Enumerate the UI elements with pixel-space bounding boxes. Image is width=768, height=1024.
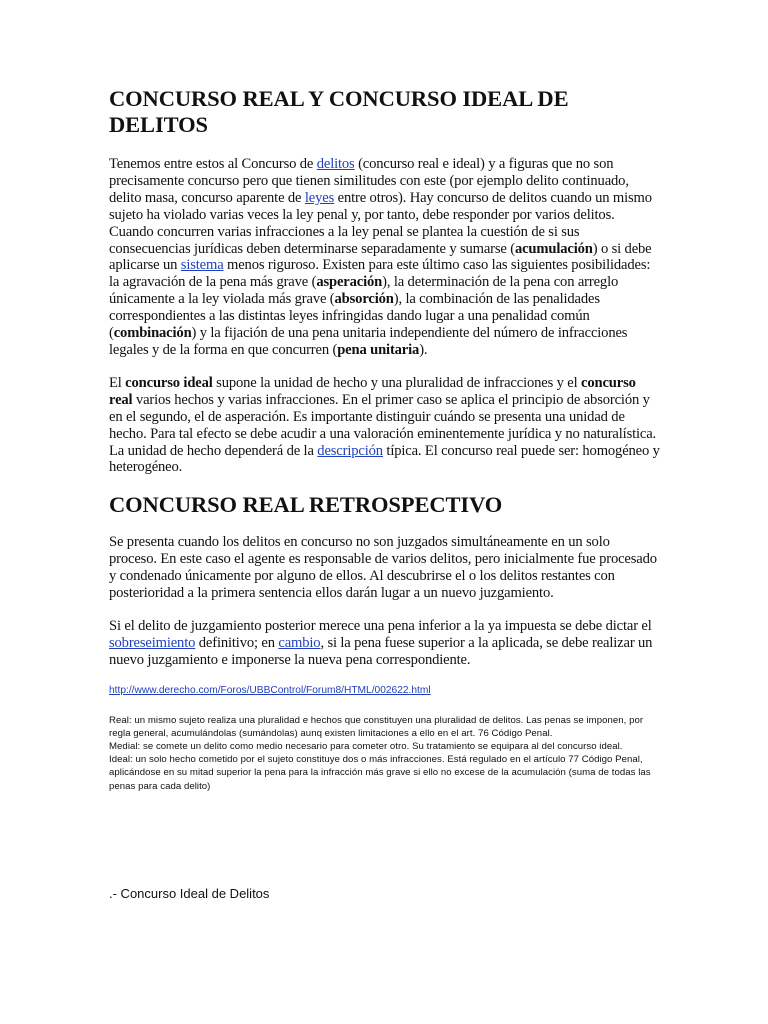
paragraph-intro	[109, 156, 660, 359]
link-descripcion[interactable]: descripción	[317, 442, 383, 459]
note-real: Real: un mismo sujeto realiza una pluralidad e hechos que constituyen una pluralidad de delitos. Las penas se imponen, por regla general, acumulándolas (sumándolas) aunq existen limitaciones a ello en el art. 76 Código Penal.	[109, 714, 644, 739]
bold-concurso-ideal: concurso ideal	[125, 374, 213, 391]
paragraph-concurso-ideal	[109, 375, 660, 476]
footer-section-title: .- Concurso Ideal de Delitos	[109, 886, 270, 901]
heading-concurso-real-ideal: CONCURSO REAL Y CONCURSO IDEAL DE DELITOS	[109, 86, 569, 137]
source-url-link[interactable]: http://www.derecho.com/Foros/UBBControl/Forum8/HTML/002622.html	[109, 684, 431, 696]
bold-concurso-real: concurso real	[109, 374, 636, 408]
bold-absorcion: absorción	[334, 291, 394, 308]
text-run: El	[109, 374, 126, 391]
link-cambio[interactable]: cambio	[278, 634, 321, 651]
link-leyes[interactable]: leyes	[304, 189, 335, 206]
source-url-line	[109, 685, 660, 696]
link-delitos[interactable]: delitos	[316, 156, 355, 172]
bold-asperacion: asperación	[316, 274, 383, 291]
text-run: (concurso real e ideal) y a figuras que no son precisamente concurso pero que tienen similitudes con este (por ejemplo delito continuado, delito masa, concurso aparente de	[109, 156, 629, 206]
bold-pena-unitaria: pena unitaria	[337, 341, 420, 358]
note-medial: Medial: se comete un delito como medio necesario para cometer otro. Su tratamiento se equipara al del concurso ideal.	[109, 741, 623, 753]
text-run: ), la combinación de las penalidades correspondientes a las distintas leyes infringidas dando lugar a una penalidad común (	[109, 291, 600, 342]
text-run: ), la determinación de la pena con arreglo únicamente a la ley violada más grave (	[109, 274, 619, 308]
note-ideal: Ideal: un solo hecho cometido por el sujeto constituye dos o más infracciones. Está regulado en el artículo 77 Código Penal, aplicándose en su mitad superior la pena para la infracción más grave si ello no excese de la acumulación (suma de todas las penas para cada delito)	[109, 754, 651, 792]
text-run: varios hechos y varias infracciones. En el primer caso se aplica el principio de absorción y en el segundo, el de asperación. Es importante distinguir cuándo se presenta una unidad de hecho. Para tal efecto se debe acudir a una valoración eminentemente jurídica y no naturalística. La unidad de hecho dependerá de la	[109, 391, 657, 459]
notes-block	[109, 714, 660, 793]
text-run: entre otros). Hay concurso de delitos cuando un mismo sujeto ha violado varias veces la ley penal y, por tanto, debe responder por varios delitos. Cuando concurren varias infracciones a la ley penal se plantea la cuestión de si sus consecuencias jurídicas deben determinarse separadamente y sumarse (	[109, 189, 652, 257]
text-run: supone la unidad de hecho y una pluralidad de infracciones y el	[212, 374, 582, 391]
text-run: definitivo; en	[195, 634, 279, 651]
link-sistema[interactable]: sistema	[180, 257, 224, 274]
text-run: menos riguroso. Existen para este último caso las siguientes posibilidades: la agravación de la pena más grave (	[109, 257, 651, 291]
paragraph-juzgamiento	[109, 618, 660, 669]
paragraph-retrospectivo: Se presenta cuando los delitos en concurso no son juzgados simultáneamente en un solo proceso. En este caso el agente es responsable de varios delitos, pero inicialmente fue procesado y condenado únicamente por alguno de ellos. Al descubrirse el o los delitos restantes con posterioridad a la primera sentencia ellos darán lugar a un nuevo juzgamiento.	[109, 534, 657, 602]
text-run: típica. El concurso real puede ser: homogéneo y heterogéneo.	[109, 442, 660, 476]
bold-acumulacion: acumulación	[514, 240, 593, 257]
text-run: Si el delito de juzgamiento posterior merece una pena inferior a la ya impuesta se debe dictar el	[109, 617, 652, 634]
bold-combinacion: combinación	[113, 325, 192, 342]
heading-concurso-real-retrospectivo: CONCURSO REAL RETROSPECTIVO	[109, 492, 503, 518]
text-run: ) o si debe aplicarse un	[109, 240, 652, 274]
text-run: Tenemos entre estos al Concurso de	[109, 156, 317, 172]
text-run: ).	[419, 341, 428, 358]
text-run: , si la pena fuese superior a la aplicada, se debe realizar un nuevo juzgamiento e imponerse la nueva pena correspondiente.	[109, 634, 653, 668]
link-sobreseimiento[interactable]: sobreseimiento	[109, 634, 196, 651]
text-run: ) y la fijación de una pena unitaria independiente del número de infracciones legales y de la forma en que concurren (	[109, 325, 628, 358]
